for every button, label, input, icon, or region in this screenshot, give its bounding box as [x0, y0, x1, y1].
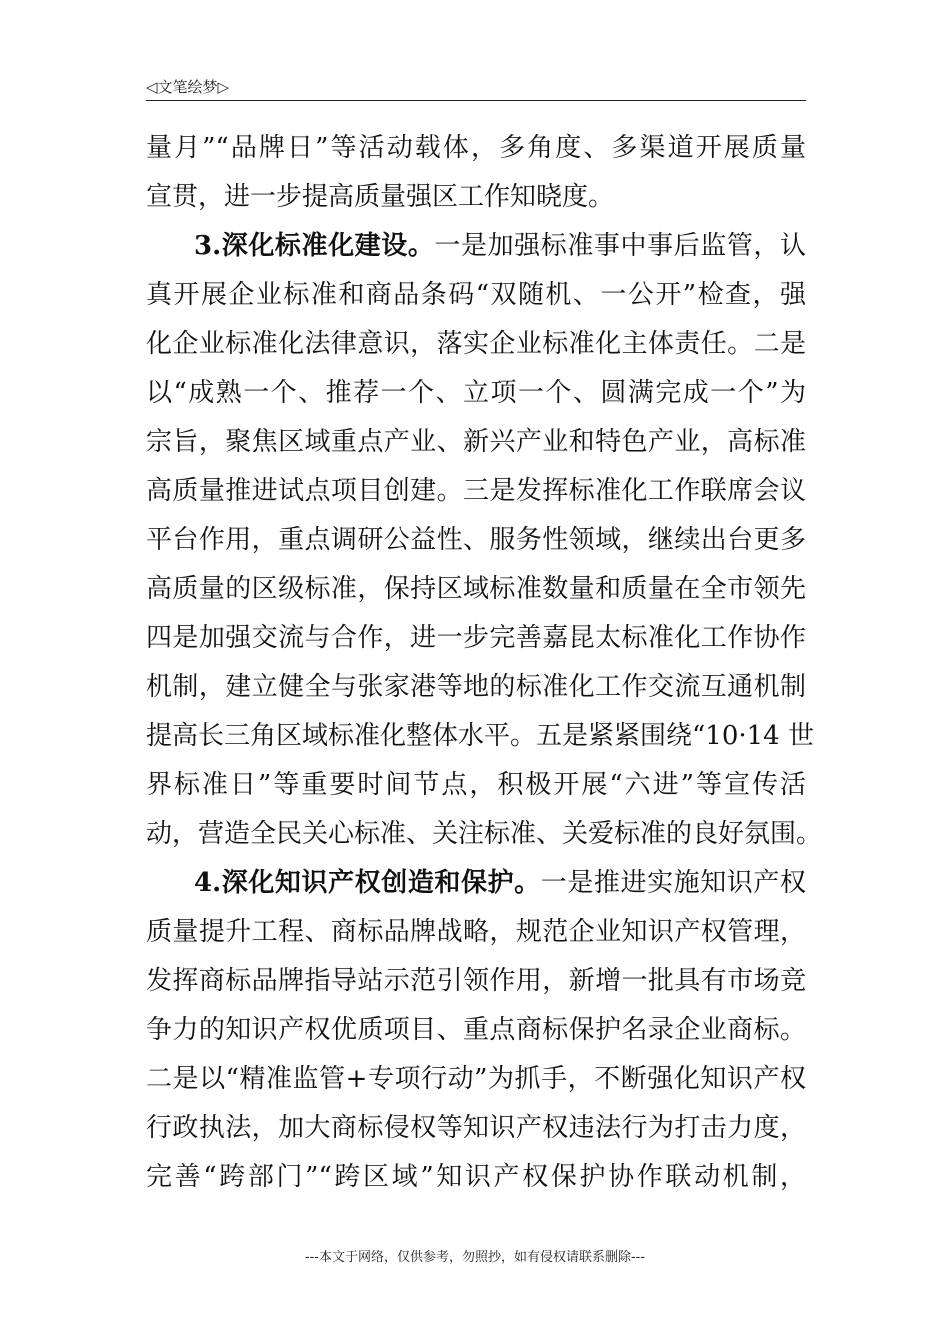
body-line-17: 质量提升工程、商标品牌战略，规范企业知识产权管理，: [146, 917, 806, 947]
body-line-22: 完善“跨部门”“跨区域”知识产权保护协作联动机制，: [146, 1162, 806, 1192]
section-3-lead: 一是加强标准事中事后监管，认: [434, 231, 806, 261]
body-line-12: 机制，建立健全与张家港等地的标准化工作交流互通机制: [146, 672, 806, 702]
body-line-1: 量月”“品牌日”等活动载体，多角度、多渠道开展质量: [146, 133, 806, 163]
header-title: ◁文笔绘梦▷: [146, 78, 230, 96]
section-4-lead: 一是推进实施知识产权: [540, 868, 806, 898]
body-line-4: 真开展企业标准和商品条码“双随机、一公开”检查，强: [146, 280, 806, 310]
page-header: [146, 74, 806, 101]
body-line-19: 争力的知识产权优质项目、重点商标保护名录企业商标。: [146, 1015, 806, 1045]
section-3-number: 3.: [194, 231, 222, 261]
body-line-10: 高质量的区级标准，保持区域标准数量和质量在全市领先: [146, 574, 806, 604]
body-line-8: 高质量推进试点项目创建。三是发挥标准化工作联席会议: [146, 476, 806, 506]
body-line-11: 四是加强交流与合作，进一步完善嘉昆太标准化工作协作: [146, 623, 806, 653]
body-line-21: 行政执法，加大商标侵权等知识产权违法行为打击力度，: [146, 1113, 806, 1143]
body-line-6: 以“成熟一个、推荐一个、立项一个、圆满完成一个”为: [146, 378, 806, 408]
section-4-number: 4.: [194, 868, 222, 898]
body-line-18: 发挥商标品牌指导站示范引领作用，新增一批具有市场竞: [146, 966, 806, 996]
section-3-heading: 深化标准化建设。: [221, 231, 435, 261]
body-line-14: 界标准日”等重要时间节点，积极开展“六进”等宣传活: [146, 770, 806, 800]
section-4-first-line: [194, 866, 806, 900]
section-4-heading: 深化知识产权创造和保护。: [221, 868, 541, 898]
body-line-20: 二是以“精准监管+专项行动”为抓手，不断强化知识产权: [146, 1064, 806, 1094]
body-line-15: 动，营造全民关心标准、关注标准、关爱标准的良好氛围。: [146, 819, 823, 849]
section-3-first-line: [194, 229, 806, 263]
body-line-2: 宣贯，进一步提高质量强区工作知晓度。: [146, 182, 615, 212]
body-line-9: 平台作用，重点调研公益性、服务性领域，继续出台更多: [146, 525, 806, 555]
body-line-7: 宗旨，聚焦区域重点产业、新兴产业和特色产业，高标准: [146, 427, 806, 457]
body-line-13: 提高长三角区域标准化整体水平。五是紧紧围绕“10·14 世: [146, 721, 814, 751]
page-footer: ---本文于网络，仅供参考，勿照抄，如有侵权请联系删除---: [304, 1250, 646, 1265]
body-line-5: 化企业标准化法律意识，落实企业标准化主体责任。二是: [146, 329, 806, 359]
